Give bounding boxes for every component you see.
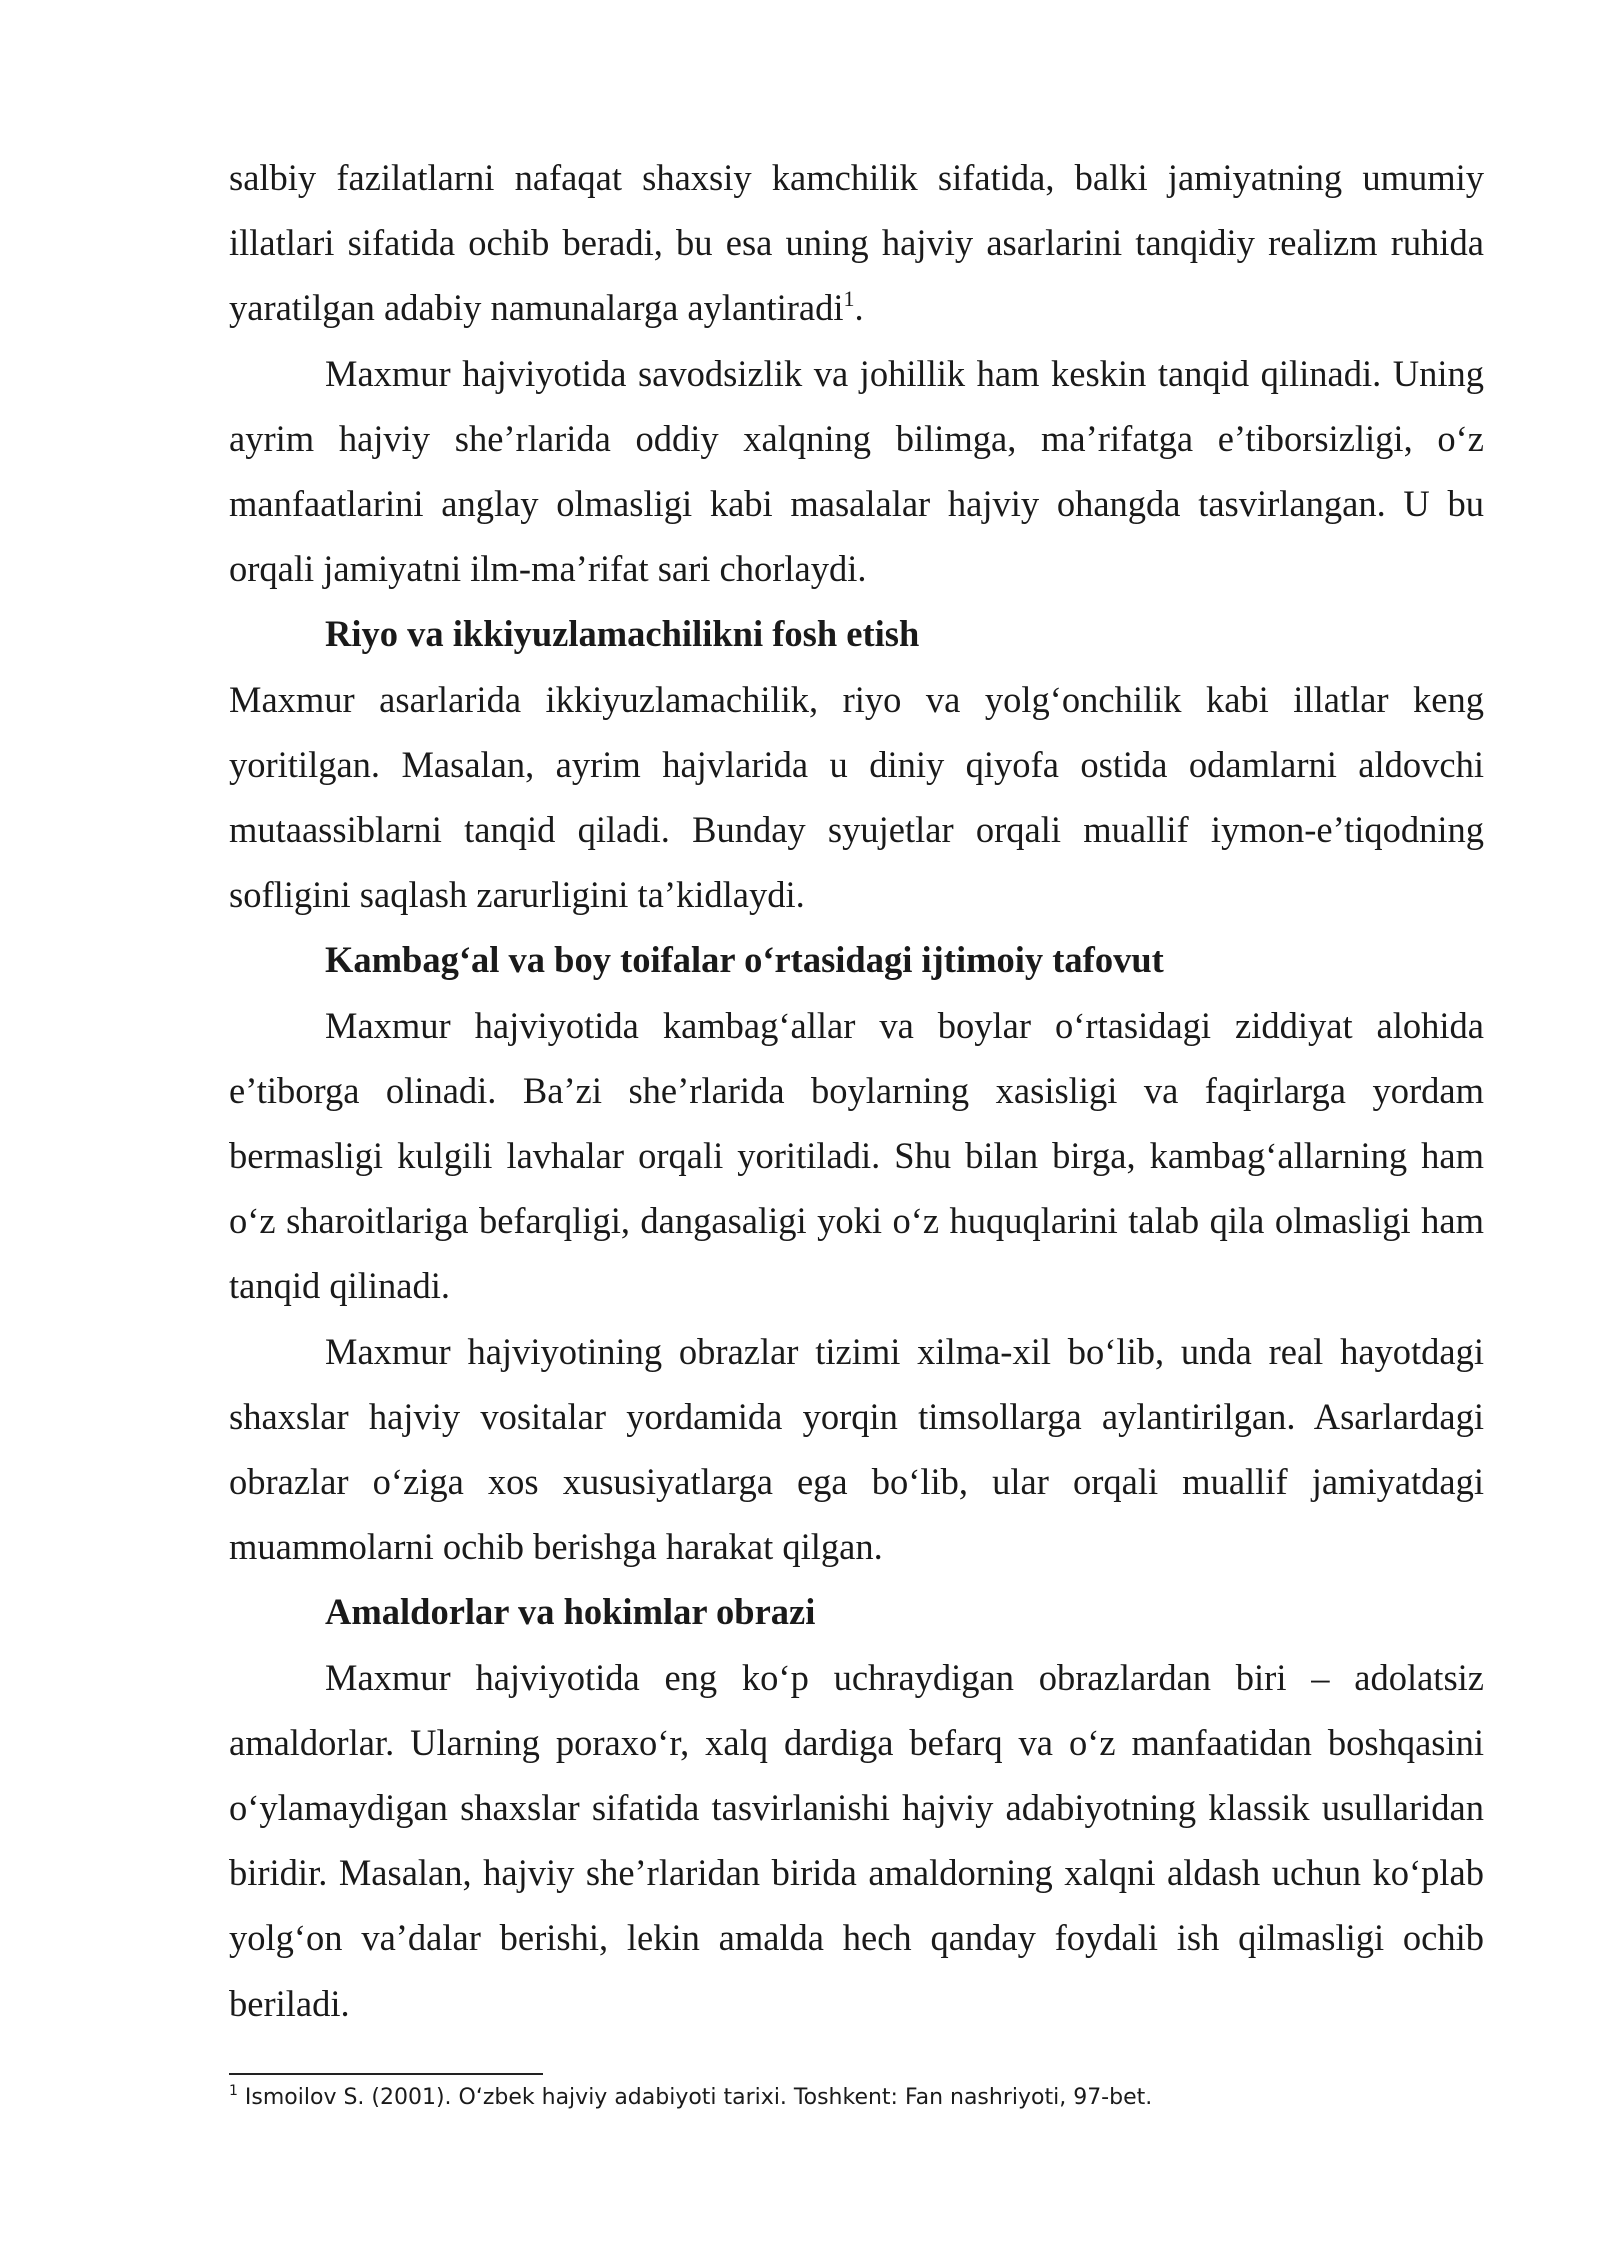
footnote-reference[interactable]: 1 [843, 286, 855, 312]
paragraph-1-text: salbiy fazilatlarni nafaqat shaxsiy kamchilik sifatida, balki jamiyatning umumiy illatlari sifatida ochib beradi, bu esa uning hajviy asarlarini tanqidiy realizm ruhida yaratilgan adabiy namunalarga aylantiradi [229, 157, 1484, 329]
paragraph-5: Maxmur hajviyotining obrazlar tizimi xilma-xil bo‘lib, unda real hayotdagi shaxslar hajviy vositalar yordamida yorqin timsollarga aylantirilgan. Asarlardagi obrazlar o‘ziga xos xususiyatlarga ega bo‘lib, ular orqali muallif jamiyatdagi muammolarni ochib berishga harakat qilgan. [229, 1330, 1484, 1568]
paragraph-3: Maxmur asarlarida ikkiyuzlamachilik, riyo va yolg‘onchilik kabi illatlar keng yoritilgan. Masalan, ayrim hajvlarida u diniy qiyofa ostida odamlarni aldovchi mutaassiblarni tanqid qiladi. Bunday syujetlar orqali muallif iymon-e’tiqodning sofligini saqlash zarurligini ta’kidlaydi. [229, 678, 1484, 916]
footnote-text: Ismoilov S. (2001). O‘zbek hajviy adabiyoti tarixi. Toshkent: Fan nashriyoti, 97-bet. [237, 2085, 1153, 2110]
footnote-mark: 1 [229, 2083, 238, 2099]
footnote [229, 2080, 1484, 2116]
paragraph-1 [229, 145, 1484, 341]
paragraph-6: Maxmur hajviyotida eng ko‘p uchraydigan obrazlardan biri – adolatsiz amaldorlar. Ularning poraxo‘r, xalq dardiga befarq va o‘z manfaatidan boshqasini o‘ylamaydigan shaxslar sifatida tasvirlanishi hajviy adabiyotning klassik usullaridan biridir. Masalan, hajviy she’rlaridan birida amaldorning xalqni aldash uchun ko‘plab yolg‘on va’dalar berishi, lekin amalda hech qanday foydali ish qilmasligi ochib beriladi. [229, 1656, 1484, 2024]
section-heading-riyo: Riyo va ikkiyuzlamachilikni fosh etish [325, 613, 920, 655]
paragraph-1-end: . [854, 287, 864, 329]
footnote-separator [229, 2073, 543, 2075]
section-heading-kambagal: Kambag‘al va boy toifalar o‘rtasidagi ijtimoiy tafovut [325, 939, 1164, 981]
section-heading-amaldorlar: Amaldorlar va hokimlar obrazi [325, 1591, 816, 1633]
page-body [229, 145, 1484, 2036]
paragraph-2: Maxmur hajviyotida savodsizlik va johillik ham keskin tanqid qilinadi. Uning ayrim hajviy she’rlarida oddiy xalqning bilimga, ma’rifatga e’tiborsizligi, o‘z manfaatlarini anglay olmasligi kabi masalalar hajviy ohangda tasvirlangan. U bu orqali jamiyatni ilm-ma’rifat sari chorlaydi. [229, 352, 1484, 590]
paragraph-4: Maxmur hajviyotida kambag‘allar va boylar o‘rtasidagi ziddiyat alohida e’tiborga olinadi. Ba’zi she’rlarida boylarning xasisligi va faqirlarga yordam bermasligi kulgili lavhalar orqali yoritiladi. Shu bilan birga, kambag‘allarning ham o‘z sharoitlariga befarqligi, dangasaligi yoki o‘z huquqlarini talab qila olmasligi ham tanqid qilinadi. [229, 1004, 1484, 1307]
